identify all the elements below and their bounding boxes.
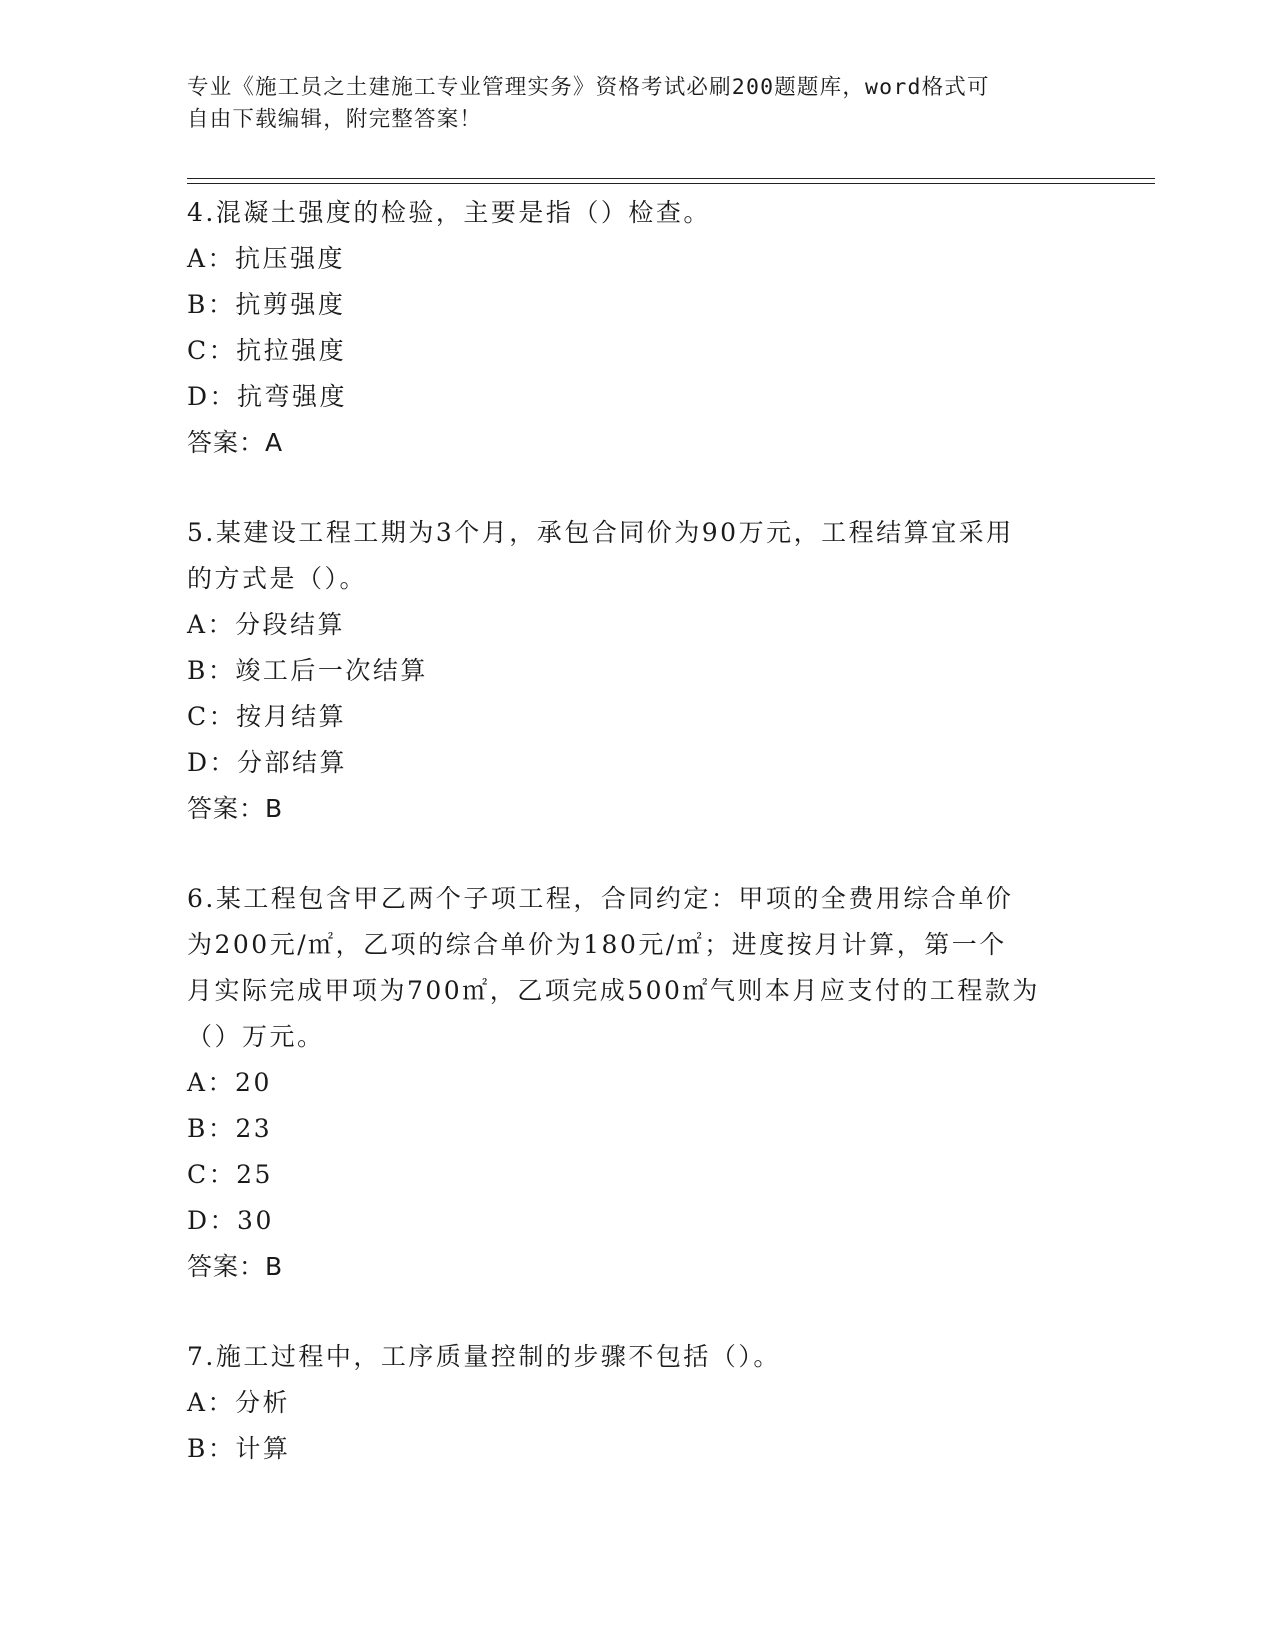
option-a: A：分段结算 bbox=[187, 610, 346, 639]
option-a: A：分析 bbox=[187, 1388, 291, 1417]
option-d: D：30 bbox=[187, 1206, 274, 1235]
header-divider-bottom bbox=[187, 183, 1155, 184]
question-stem-line-3: 月实际完成甲项为700㎡，乙项完成500㎡气则本月应支付的工程款为 bbox=[187, 976, 1040, 1005]
question-stem-line-2: 的方式是（）。 bbox=[187, 564, 368, 593]
question-stem-line-2: 为200元/㎡，乙项的综合单价为180元/㎡；进度按月计算，第一个 bbox=[187, 930, 1007, 959]
question-stem-line-1: 5.某建设工程工期为3个月，承包合同价为90万元，工程结算宜采用 bbox=[187, 518, 1014, 547]
question-list bbox=[187, 190, 1087, 1472]
question-5 bbox=[187, 510, 1087, 832]
option-b: B：竣工后一次结算 bbox=[187, 656, 428, 685]
question-stem: 7.施工过程中，工序质量控制的步骤不包括（）。 bbox=[187, 1342, 781, 1371]
option-c: C：按月结算 bbox=[187, 702, 347, 731]
answer: 答案：B bbox=[187, 794, 284, 823]
header-divider-top bbox=[187, 178, 1155, 179]
question-6 bbox=[187, 876, 1087, 1290]
option-c: C：抗拉强度 bbox=[187, 336, 347, 365]
answer: 答案：B bbox=[187, 1252, 284, 1281]
option-d: D：分部结算 bbox=[187, 748, 348, 777]
question-7 bbox=[187, 1334, 1087, 1472]
question-4 bbox=[187, 190, 1087, 466]
option-b: B：计算 bbox=[187, 1434, 291, 1463]
spacer bbox=[187, 1290, 1087, 1334]
document-header bbox=[187, 72, 1067, 136]
option-a: A：抗压强度 bbox=[187, 244, 346, 273]
question-stem-line-1: 6.某工程包含甲乙两个子项工程，合同约定：甲项的全费用综合单价 bbox=[187, 884, 1014, 913]
header-title-line-1: 专业《施工员之土建施工专业管理实务》资格考试必刷200题题库，word格式可 bbox=[187, 75, 990, 100]
option-b: B：23 bbox=[187, 1114, 273, 1143]
spacer bbox=[187, 466, 1087, 510]
option-c: C：25 bbox=[187, 1160, 273, 1189]
answer: 答案：A bbox=[187, 428, 284, 457]
option-b: B：抗剪强度 bbox=[187, 290, 346, 319]
question-stem-line-4: （）万元。 bbox=[187, 1022, 325, 1051]
spacer bbox=[187, 832, 1087, 876]
header-title-line-2: 自由下载编辑，附完整答案！ bbox=[187, 107, 483, 132]
option-a: A：20 bbox=[187, 1068, 272, 1097]
option-d: D：抗弯强度 bbox=[187, 382, 348, 411]
question-stem: 4.混凝土强度的检验，主要是指（）检查。 bbox=[187, 198, 711, 227]
